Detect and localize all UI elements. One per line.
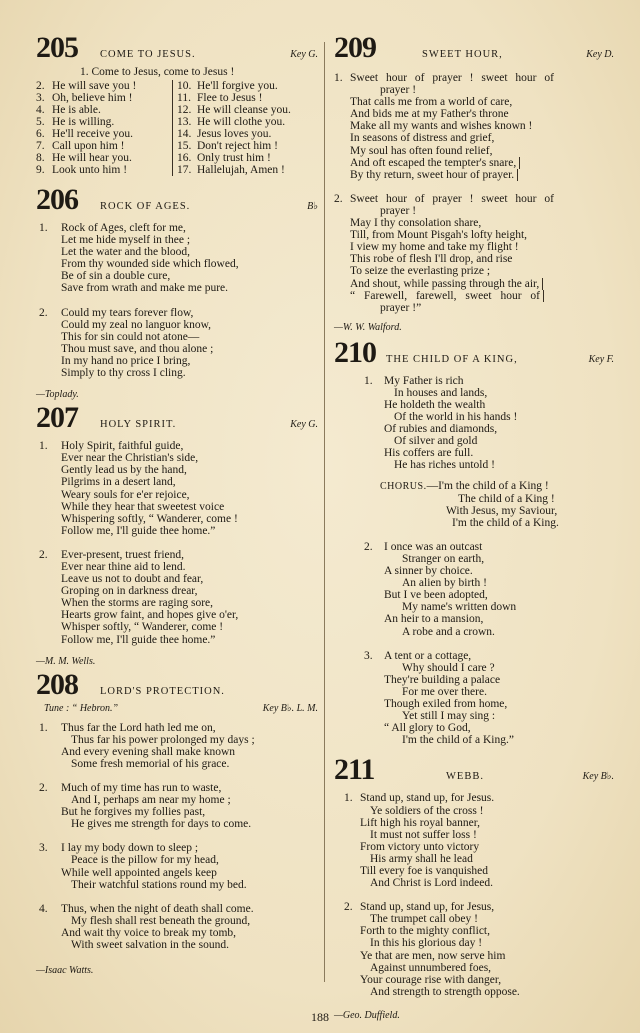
page-number: 188 bbox=[311, 1010, 329, 1024]
hymn-210 bbox=[334, 335, 614, 747]
hymn-title: COME TO JESUS. bbox=[100, 49, 196, 60]
list-item: 9. Look unto him ! bbox=[36, 164, 128, 176]
verse-list-left bbox=[36, 80, 173, 176]
verse: 2. Could my tears forever flow, Could my zeal no languor know, This for sin could not atone— Thou must save, and thou alone ; In my hand no price I bring, Simply to thy cross I cling. bbox=[39, 306, 214, 380]
hymn-key: B♭ bbox=[307, 201, 318, 212]
hymn-205 bbox=[36, 31, 318, 176]
hymn-211 bbox=[334, 753, 614, 1021]
hymn-author: —Geo. Duffield. bbox=[334, 1009, 400, 1021]
hymn-header bbox=[36, 667, 318, 701]
verse: 2. Much of my time has run to waste, And I, perhaps am near my home ; But he forgives my follies past, He gives me strength for days to come. bbox=[39, 782, 252, 831]
hymn-header bbox=[334, 753, 614, 787]
verse: 2. Stand up, stand up, for Jesus, The trumpet call obey ! Forth to the mighty conflict, In this his glorious day ! Ye that are men, now serve him Against unnumbered foes, Your courage rise with danger, And strength to strength oppose. bbox=[344, 901, 520, 998]
hymn-header bbox=[36, 183, 318, 216]
verse: 2. Ever-present, truest friend, Ever near thine aid to lend. Leave us not to doubt and fear, Groping on in darkness drear, When the storms are raging sore, Hearts grow faint, and hopes give o'er, Whisper softly, “ Wanderer, come ! Follow me, I'll guide thee home.” bbox=[39, 548, 239, 646]
hymn-number: 209 bbox=[334, 31, 376, 64]
hymn-number: 207 bbox=[36, 401, 78, 435]
list-item: 5. He is willing. bbox=[36, 116, 115, 128]
verse: 1. Stand up, stand up, for Jesus. Ye soldiers of the cross ! Lift high his royal banner, It must not suffer loss ! From victory unto victory His army shall he lead Till every foe is vanquished And Christ is Lord indeed. bbox=[344, 792, 495, 890]
left-column bbox=[36, 31, 318, 977]
verse: 1. Rock of Ages, cleft for me, Let me hide myself in thee ; Let the water and the blood, From thy wounded side which flowed, Be of sin a double cure, Save from wrath and make me pure. bbox=[39, 222, 239, 295]
hymn-title: LORD'S PROTECTION. bbox=[100, 685, 225, 697]
hymn-title: ROCK OF AGES. bbox=[100, 201, 191, 212]
hymn-number: 211 bbox=[334, 753, 375, 787]
tune-row bbox=[36, 703, 318, 714]
verse: 1. Sweet hour of prayer ! sweet hour of prayer ! That calls me from a world of care, And bids me at my Father's throne Make all my wants and wishes known ! In seasons of distress and grief, My soul has often found relief, And oft escaped the tempter's snare, By thy return, sweet hour of prayer. bbox=[334, 72, 554, 181]
verse: 2. I once was an outcast Stranger on earth, A sinner by choice. An alien by birth ! But I ve been adopted, My name's written down An heir to a mansion, A robe and a crown. bbox=[364, 540, 517, 638]
list-item: 3. Oh, believe him ! bbox=[36, 92, 133, 104]
chorus: CHORUS.—I'm the child of a King ! The child of a King ! With Jesus, my Saviour, I'm the child of a King. bbox=[380, 479, 559, 529]
list-item: 17. Hallelujah, Amen ! bbox=[177, 164, 285, 176]
hymn-key: Key G. bbox=[290, 419, 318, 431]
hymn-number: 206 bbox=[36, 183, 78, 216]
hymn-key: Key B♭. bbox=[582, 771, 614, 783]
numbered-verse-list bbox=[36, 80, 318, 176]
list-item: 14. Jesus loves you. bbox=[177, 128, 272, 140]
verse: 2. Sweet hour of prayer ! sweet hour of prayer ! May I thy consolation share, Till, from Mount Pisgah's lofty height, I view my home and take my flight ! This robe of flesh I'll drop, and rise To seize the everlasting prize ; And shout, while passing through the air, “ Farewell, farewell, sweet hour of prayer !” bbox=[334, 192, 554, 314]
list-item: 6. He'll receive you. bbox=[36, 128, 133, 140]
hymn-207 bbox=[36, 401, 318, 667]
hymn-208 bbox=[36, 667, 318, 977]
hymn-header bbox=[334, 31, 614, 64]
list-item: 16. Only trust him ! bbox=[177, 152, 271, 164]
hymn-key: Key B♭. L. M. bbox=[262, 702, 318, 714]
hymn-author: —Isaac Watts. bbox=[36, 965, 94, 977]
hymn-author: —W. W. Walford. bbox=[334, 321, 402, 333]
verse: 1. My Father is rich In houses and lands, He holdeth the wealth Of the world in his hands ! Of rubies and diamonds, Of silver and gold His coffers are full. He has riches untold ! bbox=[364, 374, 518, 472]
hymn-number: 210 bbox=[334, 335, 376, 369]
verse: 3. I lay my body down to sleep ; Peace is the pillow for my head, While well appointed angels keep Their watchful stations round my bed. bbox=[39, 842, 247, 891]
verse: 4. Thus, when the night of death shall come. My flesh shall rest beneath the ground, And wait thy voice to break my tomb, With sweet salvation in the sound. bbox=[39, 902, 254, 952]
list-item: 12. He will cleanse you. bbox=[177, 104, 291, 116]
list-item: 2. He will save you ! bbox=[36, 80, 137, 92]
list-item: 7. Call upon him ! bbox=[36, 140, 125, 152]
column-divider bbox=[324, 42, 325, 982]
hymn-author: —M. M. Wells. bbox=[36, 655, 96, 667]
verse-list-right bbox=[173, 80, 291, 176]
list-item: 15. Don't reject him ! bbox=[177, 140, 278, 152]
chorus-label: CHORUS. bbox=[380, 480, 427, 492]
hymn-title: THE CHILD OF A KING, bbox=[386, 353, 518, 365]
hymn-key: Key D. bbox=[586, 49, 614, 60]
verse-line: 1. Come to Jesus, come to Jesus ! bbox=[80, 66, 235, 78]
hymn-number: 208 bbox=[36, 667, 78, 701]
hymn-title: HOLY SPIRIT. bbox=[100, 419, 177, 431]
hymn-209 bbox=[334, 31, 614, 333]
hymn-key: Key G. bbox=[290, 49, 318, 60]
hymn-header bbox=[36, 31, 318, 64]
hymn-key: Key F. bbox=[588, 353, 614, 365]
verse: 1. Holy Spirit, faithful guide, Ever near the Christian's side, Gently lead us by the hand, Pilgrims in a desert land, Weary souls for e'er rejoice, While they hear that sweetest voice Whispering softly, “ Wanderer, come ! Follow me, I'll guide thee home.” bbox=[39, 440, 238, 537]
verse: 1. Thus far the Lord hath led me on, Thus far his power prolonged my days ; And every evening shall make known Some fresh memorial of his grace. bbox=[39, 721, 255, 770]
right-column bbox=[334, 31, 614, 1021]
hymn-header bbox=[36, 401, 318, 435]
hymn-title: WEBB. bbox=[446, 771, 484, 783]
hymn-206 bbox=[36, 183, 318, 401]
hymn-header bbox=[334, 335, 614, 369]
hymn-author: —Toplady. bbox=[36, 389, 79, 401]
list-item: 11. Flee to Jesus ! bbox=[177, 92, 263, 104]
hymn-tune: Tune : “ Hebron.” bbox=[44, 702, 119, 714]
verse: 3. A tent or a cottage, Why should I care ? They're building a palace For me over there. Though exiled from home, Yet still I may sing : “ All glory to God, I'm the child of a King.” bbox=[364, 649, 514, 747]
list-item: 8. He will hear you. bbox=[36, 152, 132, 164]
list-item: 10. He'll forgive you. bbox=[177, 80, 278, 92]
hymn-title: SWEET HOUR, bbox=[422, 49, 503, 60]
list-item: 13. He will clothe you. bbox=[177, 116, 286, 128]
hymn-number: 205 bbox=[36, 31, 78, 64]
list-item: 4. He is able. bbox=[36, 104, 101, 116]
